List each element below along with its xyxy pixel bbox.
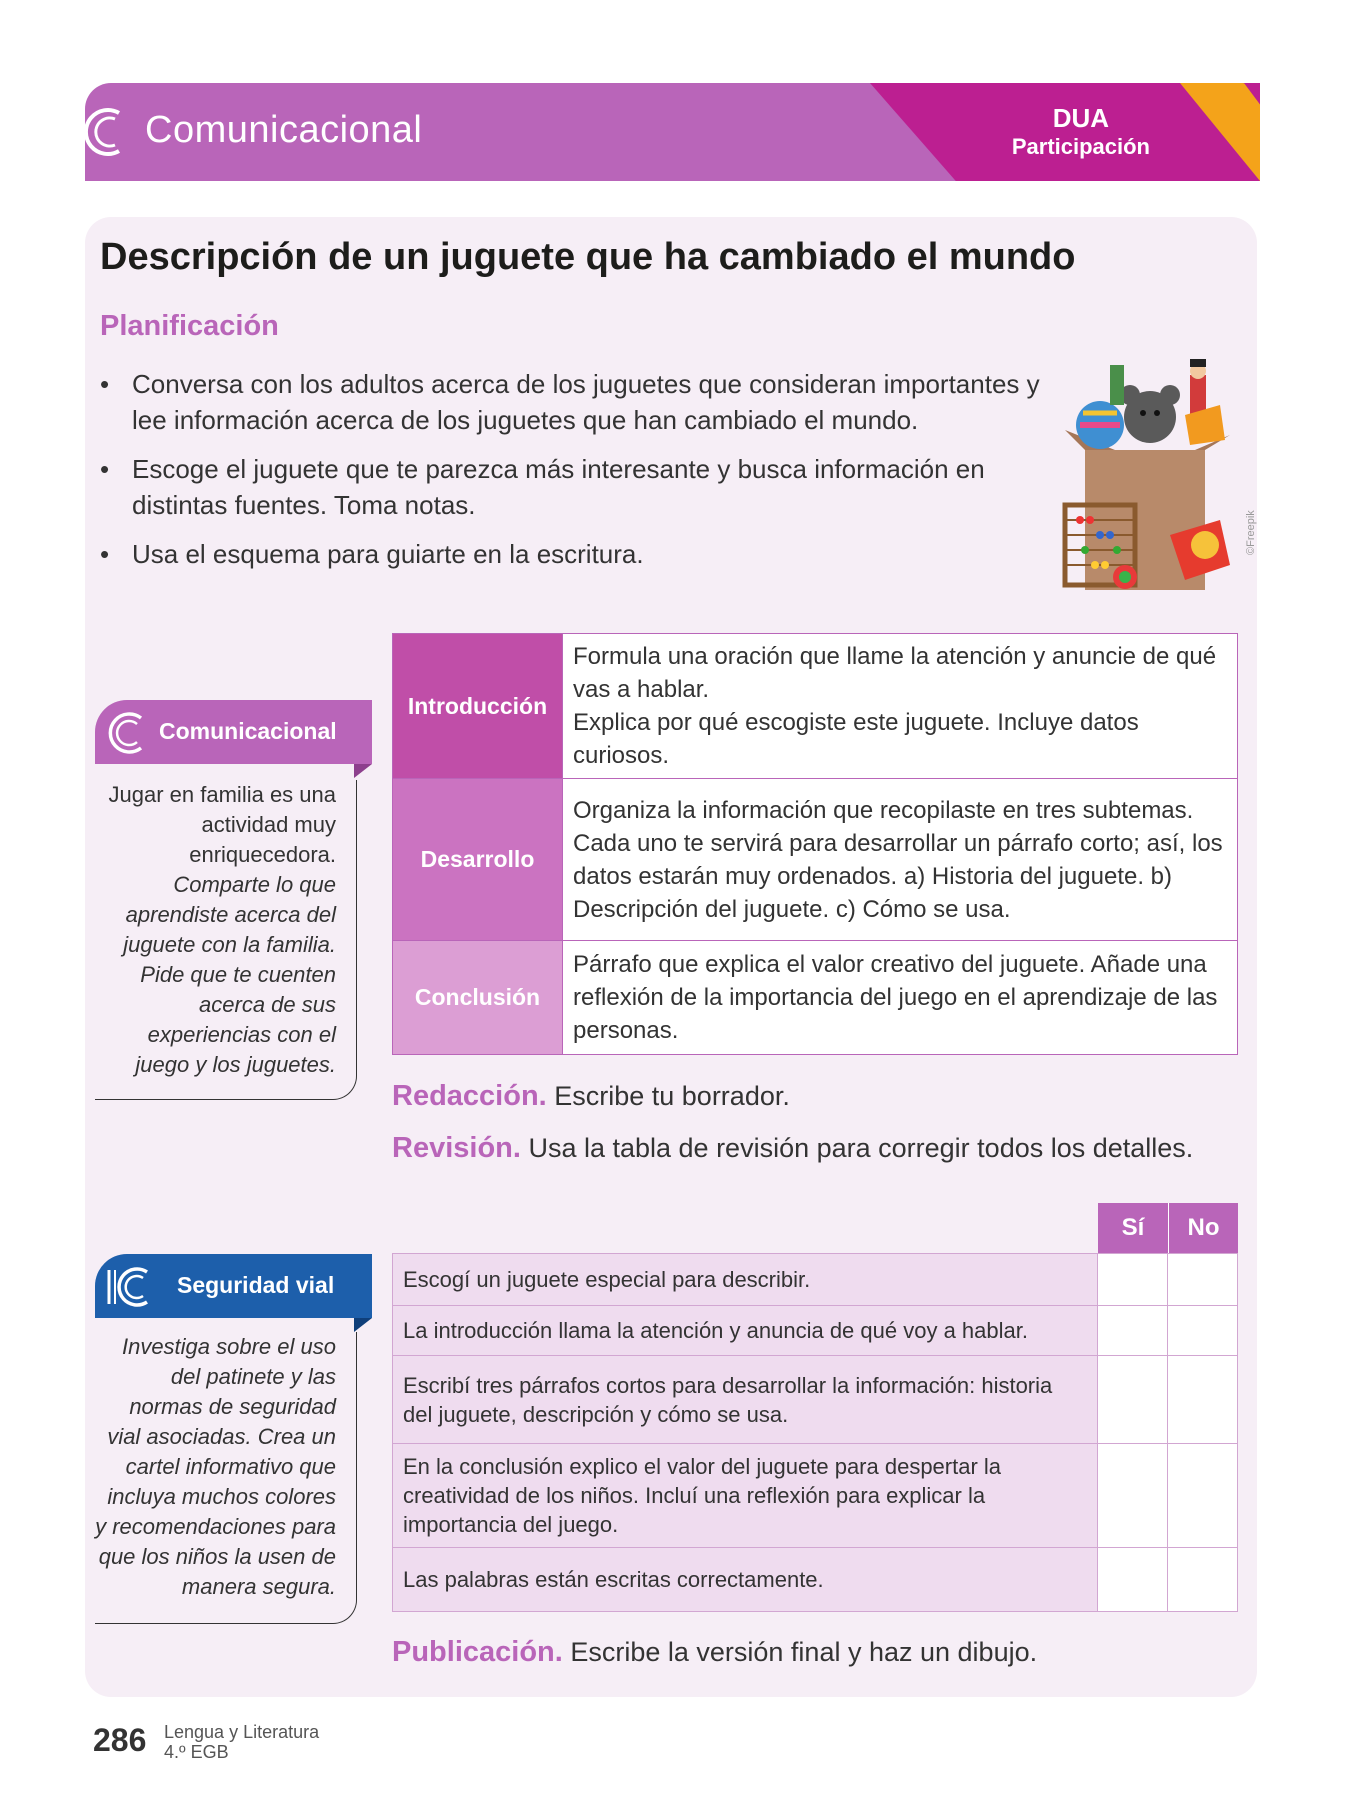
list-item: • Escoge el juguete que te parezca más interesante y busca información en distintas fuentes. Toma notas. bbox=[100, 451, 1040, 523]
side-label: Comunicacional bbox=[159, 718, 337, 744]
planning-heading: Planificación bbox=[100, 310, 279, 342]
table-row bbox=[393, 941, 1238, 1055]
seguridad-vial-logo-icon bbox=[101, 1264, 153, 1310]
structure-text-line: Formula una oración que llame la atención y anuncie de qué vas a hablar. bbox=[573, 643, 1217, 703]
comunicacional-logo-icon bbox=[107, 710, 147, 756]
seguridad-vial-side-text bbox=[95, 1332, 357, 1624]
no-checkbox[interactable] bbox=[1168, 1306, 1238, 1356]
structure-label: Introducción bbox=[393, 634, 563, 779]
structure-label: Desarrollo bbox=[393, 779, 563, 941]
planning-list bbox=[100, 366, 1040, 585]
activity-title: Descripción de un juguete que ha cambiado el mundo bbox=[100, 236, 1076, 278]
stage-publicacion bbox=[392, 1636, 1037, 1669]
dua-title: DUA bbox=[1052, 103, 1110, 133]
table-row bbox=[393, 1548, 1238, 1612]
structure-text: Párrafo que explica el valor creativo del juguete. Añade una reflexión de la importancia del juego en el aprendizaje de las personas. bbox=[563, 941, 1238, 1055]
stage-text: Usa la tabla de revisión para corregir todos los detalles. bbox=[528, 1133, 1194, 1163]
side-text-italic: Investiga sobre el uso del patinete y las normas de seguridad vial asociadas. Crea un cartel informativo que incluya muchos colores y recomendaciones para que los niños la usen de manera segura. bbox=[95, 1334, 336, 1599]
yes-checkbox[interactable] bbox=[1098, 1254, 1168, 1306]
dua-label bbox=[1012, 103, 1150, 161]
structure-label: Conclusión bbox=[393, 941, 563, 1055]
revision-question: Las palabras están escritas correctamente. bbox=[393, 1548, 1098, 1612]
structure-text bbox=[563, 634, 1238, 779]
revision-table bbox=[392, 1253, 1238, 1612]
page-number: 286 bbox=[93, 1722, 147, 1758]
writing-structure-table bbox=[392, 633, 1238, 1055]
side-label: Seguridad vial bbox=[177, 1272, 335, 1298]
section-title: Comunicacional bbox=[145, 109, 423, 151]
table-row bbox=[393, 1306, 1238, 1356]
table-row bbox=[393, 634, 1238, 779]
side-text-plain: Jugar en familia es una actividad muy enriquecedora. bbox=[108, 782, 336, 867]
section-banner bbox=[85, 83, 1260, 181]
subject-label bbox=[164, 1722, 319, 1762]
seguridad-vial-side-header bbox=[95, 1254, 372, 1318]
table-row bbox=[393, 779, 1238, 941]
structure-text: Organiza la información que recopilaste en tres subtemas. Cada uno te servirá para desarrollar un párrafo corto; así, los datos estarán muy ordenados. a) Historia del juguete. b) Descripción del juguete. c) Cómo se usa. bbox=[563, 779, 1238, 941]
stage-text: Escribe la versión final y haz un dibujo. bbox=[570, 1637, 1038, 1667]
stage-revision bbox=[392, 1132, 1193, 1165]
side-text-italic: Comparte lo que aprendiste acerca del juguete con la familia. Pide que te cuenten acerca de sus experiencias con el juego y los juguetes. bbox=[123, 872, 336, 1077]
table-row bbox=[393, 1254, 1238, 1306]
column-header-yes: Sí bbox=[1098, 1203, 1168, 1253]
stage-label: Redacción. bbox=[392, 1080, 547, 1112]
table-row bbox=[393, 1356, 1238, 1444]
revision-question: En la conclusión explico el valor del juguete para despertar la creatividad de los niños. Incluí una reflexión para explicar la importancia del juego. bbox=[393, 1444, 1098, 1548]
stage-label: Revisión. bbox=[392, 1132, 521, 1164]
list-item: • Conversa con los adultos acerca de los juguetes que consideran importantes y lee información acerca de los juguetes que han cambiado el mundo. bbox=[100, 366, 1040, 438]
stage-redaccion bbox=[392, 1080, 790, 1113]
fold-corner bbox=[354, 1318, 372, 1332]
yes-checkbox[interactable] bbox=[1098, 1444, 1168, 1548]
no-checkbox[interactable] bbox=[1168, 1444, 1238, 1548]
revision-question: Escribí tres párrafos cortos para desarrollar la información: historia del juguete, descripción y cómo se usa. bbox=[393, 1356, 1098, 1444]
comunicacional-side-text bbox=[95, 780, 357, 1100]
yes-checkbox[interactable] bbox=[1098, 1548, 1168, 1612]
dua-subtitle: Participación bbox=[1011, 134, 1150, 159]
no-checkbox[interactable] bbox=[1168, 1548, 1238, 1612]
column-header-no: No bbox=[1168, 1203, 1238, 1253]
yes-checkbox[interactable] bbox=[1098, 1306, 1168, 1356]
toy-box-illustration bbox=[1055, 355, 1255, 615]
image-credit: ©Freepik bbox=[1245, 510, 1257, 555]
subject-name: Lengua y Literatura bbox=[164, 1722, 320, 1742]
stage-label: Publicación. bbox=[392, 1636, 563, 1668]
yes-checkbox[interactable] bbox=[1098, 1356, 1168, 1444]
stage-text: Escribe tu borrador. bbox=[554, 1081, 790, 1111]
grade-name: 4.º EGB bbox=[164, 1742, 229, 1762]
no-checkbox[interactable] bbox=[1168, 1254, 1238, 1306]
no-checkbox[interactable] bbox=[1168, 1356, 1238, 1444]
revision-question: La introducción llama la atención y anuncia de qué voy a hablar. bbox=[393, 1306, 1098, 1356]
comunicacional-side-header bbox=[95, 700, 372, 764]
table-row bbox=[393, 1444, 1238, 1548]
revision-question: Escogí un juguete especial para describir. bbox=[393, 1254, 1098, 1306]
fold-corner bbox=[354, 764, 372, 778]
comunicacional-logo-icon bbox=[85, 103, 125, 161]
list-item: • Usa el esquema para guiarte en la escritura. bbox=[100, 536, 1040, 572]
structure-text-line: Explica por qué escogiste este juguete. Incluye datos curiosos. bbox=[573, 709, 1139, 769]
